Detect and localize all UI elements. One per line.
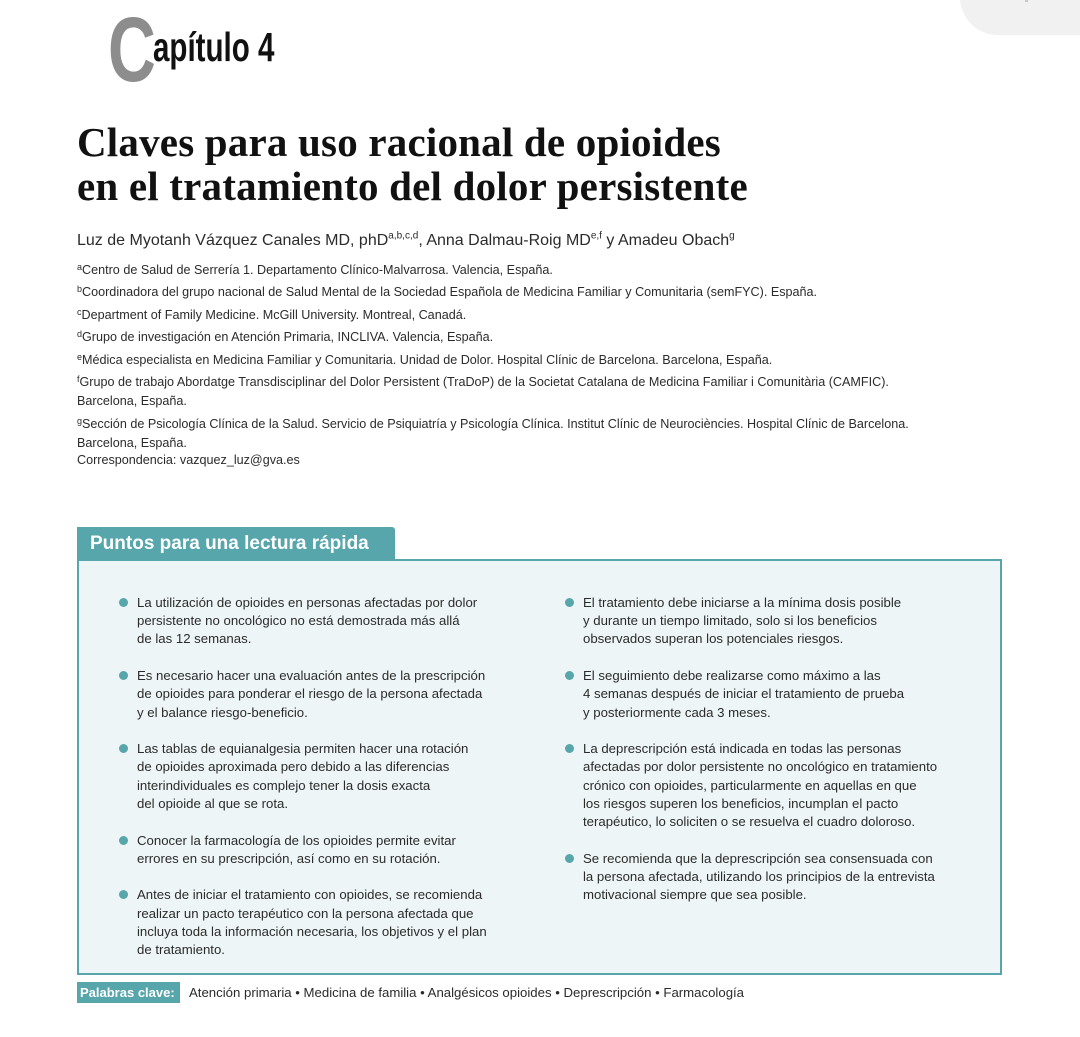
affiliation-text: Médica especialista en Medicina Familiar y Comunitaria. Unidad de Dolor. Hospital Clínic de Barcelona. Barcelona, España. [82, 352, 773, 367]
key-point [565, 740, 975, 831]
key-point [119, 886, 539, 959]
bullet-dot-icon [565, 598, 574, 607]
key-point [119, 832, 539, 868]
affiliation-list [77, 258, 1007, 454]
correspondence: Correspondencia: vazquez_luz@gva.es [77, 453, 300, 467]
bullet-dot-icon [119, 836, 128, 845]
title-line-2: en el tratamiento del dolor persistente [77, 163, 748, 209]
affiliation-mark: d [77, 329, 83, 340]
title-line-1: Claves para uso racional de opioides [77, 119, 721, 165]
author-affiliation-marks: a,b,c,d [388, 230, 419, 242]
affiliation-mark: g [77, 415, 83, 426]
key-point-text: La utilización de opioides en personas afectadas por dolor persistente no oncológico no está demostrada más allá de las 12 semanas. [137, 595, 478, 647]
keywords-list: Atención primaria • Medicina de familia • Analgésicos opioides • Deprescripción • Farmacología [189, 985, 745, 1000]
affiliation [77, 258, 1007, 280]
bullet-dot-icon [565, 671, 574, 680]
affiliation-mark: a [77, 262, 83, 272]
key-point-text: Es necesario hacer una evaluación antes de la prescripción de opioides para ponderar el riesgo de la persona afectada y el balance riesgo-beneficio. [137, 668, 486, 720]
chapter-label: apítulo 4 [153, 24, 275, 70]
key-point-text: Antes de iniciar el tratamiento con opioides, se recomienda realizar un pacto terapéutico con la persona afectada que incluya toda la información necesaria, los objetivos y el plan de tratamiento. [137, 887, 487, 958]
affiliation [77, 348, 1007, 370]
affiliation-text: Centro de Salud de Serrería 1. Departamento Clínico-Malvarrosa. Valencia, España. [82, 263, 553, 277]
affiliation [77, 280, 1007, 302]
bullet-dot-icon [565, 854, 574, 863]
author-separator: , [418, 232, 427, 249]
affiliation-mark: c [77, 306, 82, 317]
affiliation-mark: f [77, 374, 80, 385]
key-point [119, 667, 539, 722]
author-name: Anna Dalmau-Roig MD [426, 232, 591, 249]
key-point [119, 740, 539, 813]
affiliation-text: Department of Family Medicine. McGill University. Montreal, Canadá. [81, 307, 467, 322]
affiliation [77, 325, 1007, 347]
author-name: Amadeu Obach [617, 232, 730, 249]
key-point [565, 594, 975, 649]
key-point-text: La deprescripción está indicada en todas las personas afectadas por dolor persistente no oncológico en tratamiento crónico con opioides, particularmente en aquellas en que los riesgos superen los beneficios, incumplan el pacto terapéutico, lo soliciten o se resuelva el cuadro doloroso. [583, 741, 938, 830]
affiliation-text: Coordinadora del grupo nacional de Salud Mental de la Sociedad Española de Medicina Familiar y Comunitaria (semFYC). España. [82, 285, 818, 300]
keywords-label: Palabras clave: [77, 982, 180, 1003]
key-point-text: El tratamiento debe iniciarse a la mínima dosis posible y durante un tiempo limitado, solo si los beneficios observados superan los potenciales riesgos. [583, 595, 902, 647]
bullet-dot-icon [119, 598, 128, 607]
bullet-dot-icon [119, 671, 128, 680]
key-point-text: Se recomienda que la deprescripción sea consensuada con la persona afectada, utilizando los principios de la entrevista motivacional siempre que sea posible. [583, 850, 935, 903]
affiliation-text-continued: Barcelona, España. [77, 436, 187, 451]
quick-read-left-column [119, 594, 539, 978]
bullet-dot-icon [119, 744, 128, 753]
key-point-text: Conocer la farmacología de los opioides permite evitar errores en su prescripción, así como en su rotación. [137, 832, 456, 866]
affiliation [77, 303, 1007, 325]
author-list [77, 230, 735, 252]
affiliation-mark: b [77, 284, 83, 295]
corner-mark [1025, 0, 1028, 2]
affiliation [77, 370, 1007, 412]
key-point [565, 667, 975, 722]
affiliation-text: Grupo de investigación en Atención Primaria, INCLIVA. Valencia, España. [82, 330, 494, 345]
affiliation-text-continued: Barcelona, España. [77, 394, 187, 409]
key-point [565, 850, 975, 905]
quick-read-box [77, 559, 1002, 975]
bullet-dot-icon [565, 744, 574, 753]
key-point-text: Las tablas de equianalgesia permiten hacer una rotación de opioides aproximada pero debido a las diferencias interindividuales es complejo tener la dosis exacta del opioide al que se rota. [137, 741, 469, 811]
key-point-text: El seguimiento debe realizarse como máximo a las 4 semanas después de iniciar el tratamiento de prueba y posteriormente cada 3 meses. [583, 668, 905, 720]
affiliation-mark: e [77, 351, 83, 362]
author-affiliation-marks: g [729, 230, 735, 242]
quick-read-heading: Puntos para una lectura rápida [77, 527, 395, 560]
affiliation-text: Sección de Psicología Clínica de la Salud. Servicio de Psiquiatría y Psicología Clínica. Institut Clínic de Neurociències. Hospital Clínic de Barcelona. [82, 416, 909, 431]
affiliation [77, 412, 1007, 454]
author-name: Luz de Myotanh Vázquez Canales MD, phD [77, 232, 389, 249]
author-separator: y [601, 232, 618, 249]
quick-read-right-column [565, 594, 975, 923]
article-title [77, 120, 748, 208]
page-corner-decoration [960, 0, 1080, 35]
key-point [119, 594, 539, 649]
chapter-initial: C [108, 0, 156, 101]
affiliation-text: Grupo de trabajo Abordatge Transdisciplinar del Dolor Persistent (TraDoP) de la Societat Catalana de Medicina Familiar i Comunitària (CAMFIC). [79, 375, 889, 390]
bullet-dot-icon [119, 890, 128, 899]
author-affiliation-marks: e,f [590, 230, 602, 242]
